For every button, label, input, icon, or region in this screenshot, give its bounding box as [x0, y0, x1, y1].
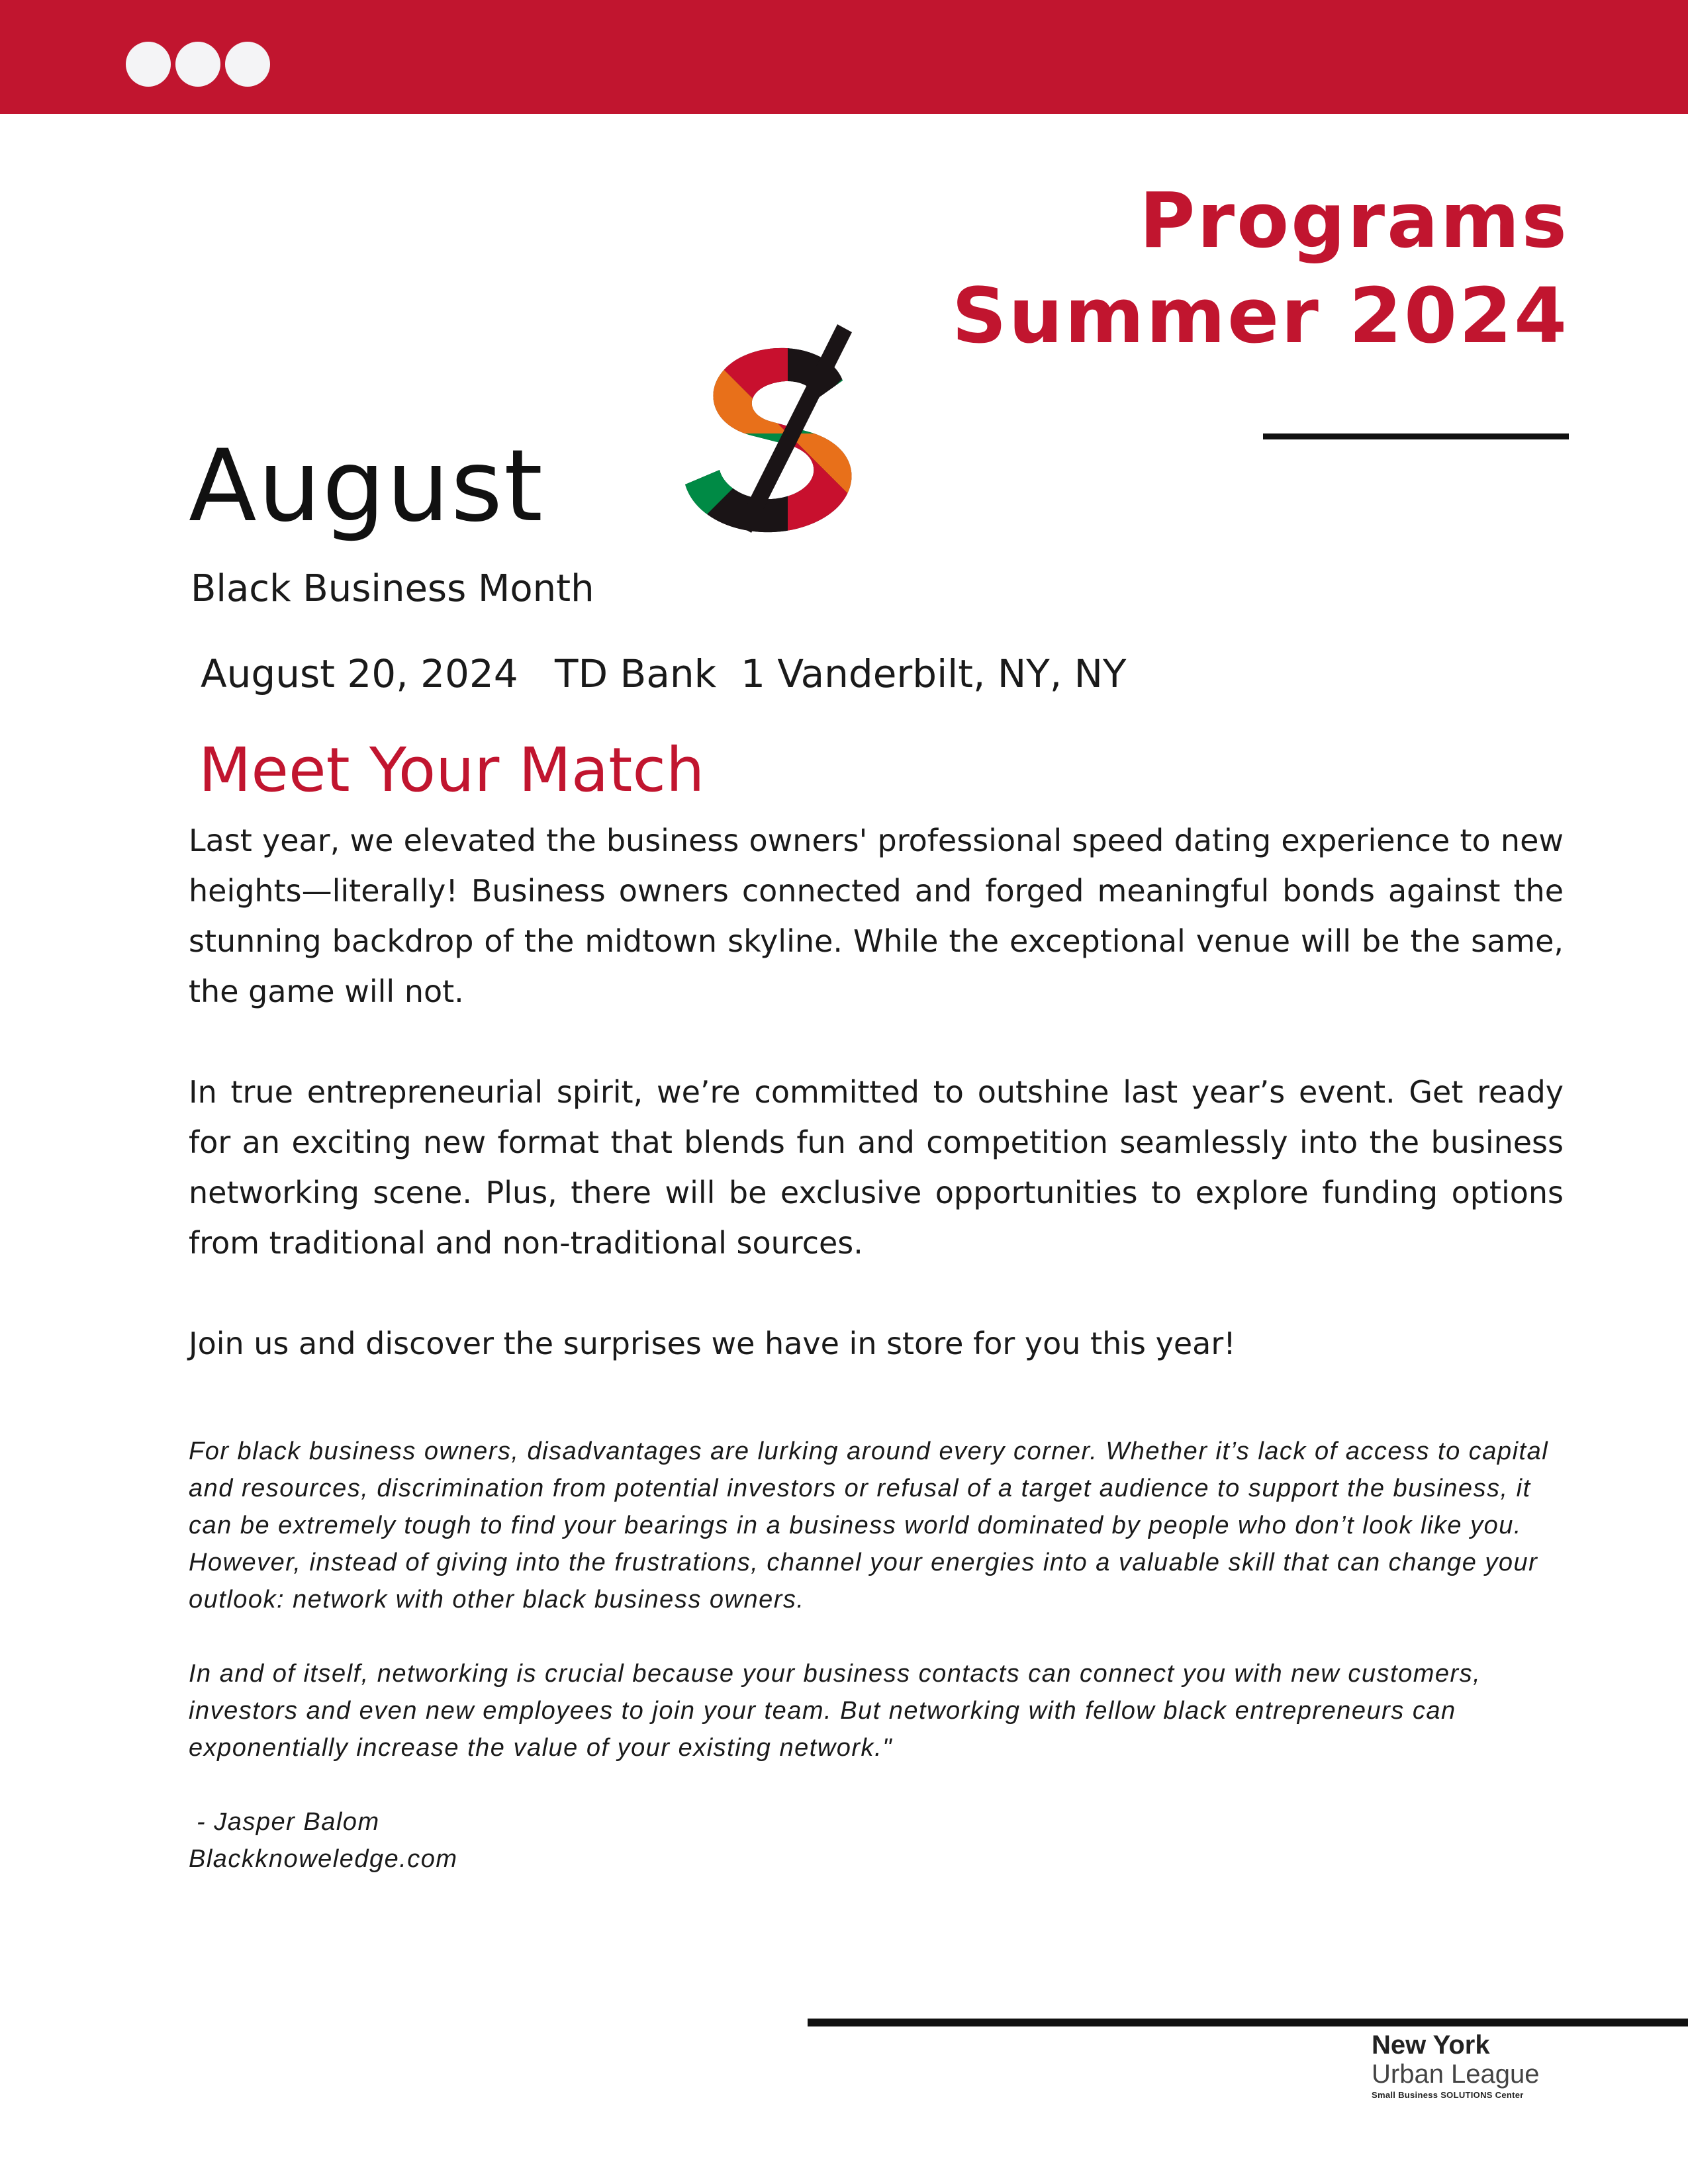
description-paragraph: In true entrepreneurial spirit, we’re committed to outshine last year’s event. Get ready for an exciting new format that blends fun and competition seamlessly into the business networking scene. Plus, there will be exclusive opportunities to explore funding options from traditional and non-traditional sources. [189, 1074, 1564, 1261]
month-subtitle: Black Business Month [191, 567, 594, 610]
organization-logo [1372, 2030, 1570, 2102]
dot-icon [225, 42, 270, 87]
event-description [189, 815, 1564, 1419]
page-title [952, 173, 1569, 364]
title-line-programs: Programs [1139, 177, 1569, 265]
title-underline [1263, 433, 1569, 439]
dollar-sign-icon [672, 318, 910, 543]
month-heading: August [189, 429, 544, 544]
title-line-season: Summer 2024 [951, 272, 1569, 361]
section-title: Meet Your Match [199, 735, 705, 805]
description-paragraph: Join us and discover the surprises we have in store for you this year! [189, 1326, 1236, 1361]
event-date: August 20, 2024 [201, 651, 518, 696]
dot-icon [126, 42, 171, 87]
quote-paragraph: In and of itself, networking is crucial because your business contacts can connect you with new customers, investors and even new employees to join your team. But networking with fellow black entrepreneurs can exponentially increase the value of your existing network." [189, 1660, 1481, 1762]
quote-paragraph: For black business owners, disadvantages are lurking around every corner. Whether it’s lack of access to capital and resources, discrimination from potential investors or refusal of a target audience to support the business, it can be extremely tough to find your bearings in a business world dominated by people who don’t look like you. However, instead of giving into the frustrations, channel your energies into a valuable skill that can change your outlook: network with other black business owners. [189, 1437, 1549, 1614]
footer-rule [808, 2019, 1688, 2026]
dot-icon [175, 42, 220, 87]
event-details [201, 650, 1126, 698]
top-banner [0, 0, 1688, 114]
description-paragraph: Last year, we elevated the business owners' professional speed dating experience to new heights—literally! Business owners connected and forged meaningful bonds against the stunning backdrop of the midtown skyline. While the exceptional venue will be the same, the game will not. [189, 823, 1564, 1009]
quote-author: - Jasper Balom [189, 1808, 380, 1836]
org-name-line1: New York [1372, 2030, 1490, 2060]
quote-block [189, 1433, 1579, 1878]
event-venue: TD Bank 1 Vanderbilt, NY, NY [555, 651, 1127, 696]
org-name-line2: Urban League [1372, 2060, 1540, 2089]
org-tagline: Small Business SOLUTIONS Center [1372, 2090, 1524, 2100]
quote-source: Blackknoweledge.com [189, 1845, 458, 1873]
